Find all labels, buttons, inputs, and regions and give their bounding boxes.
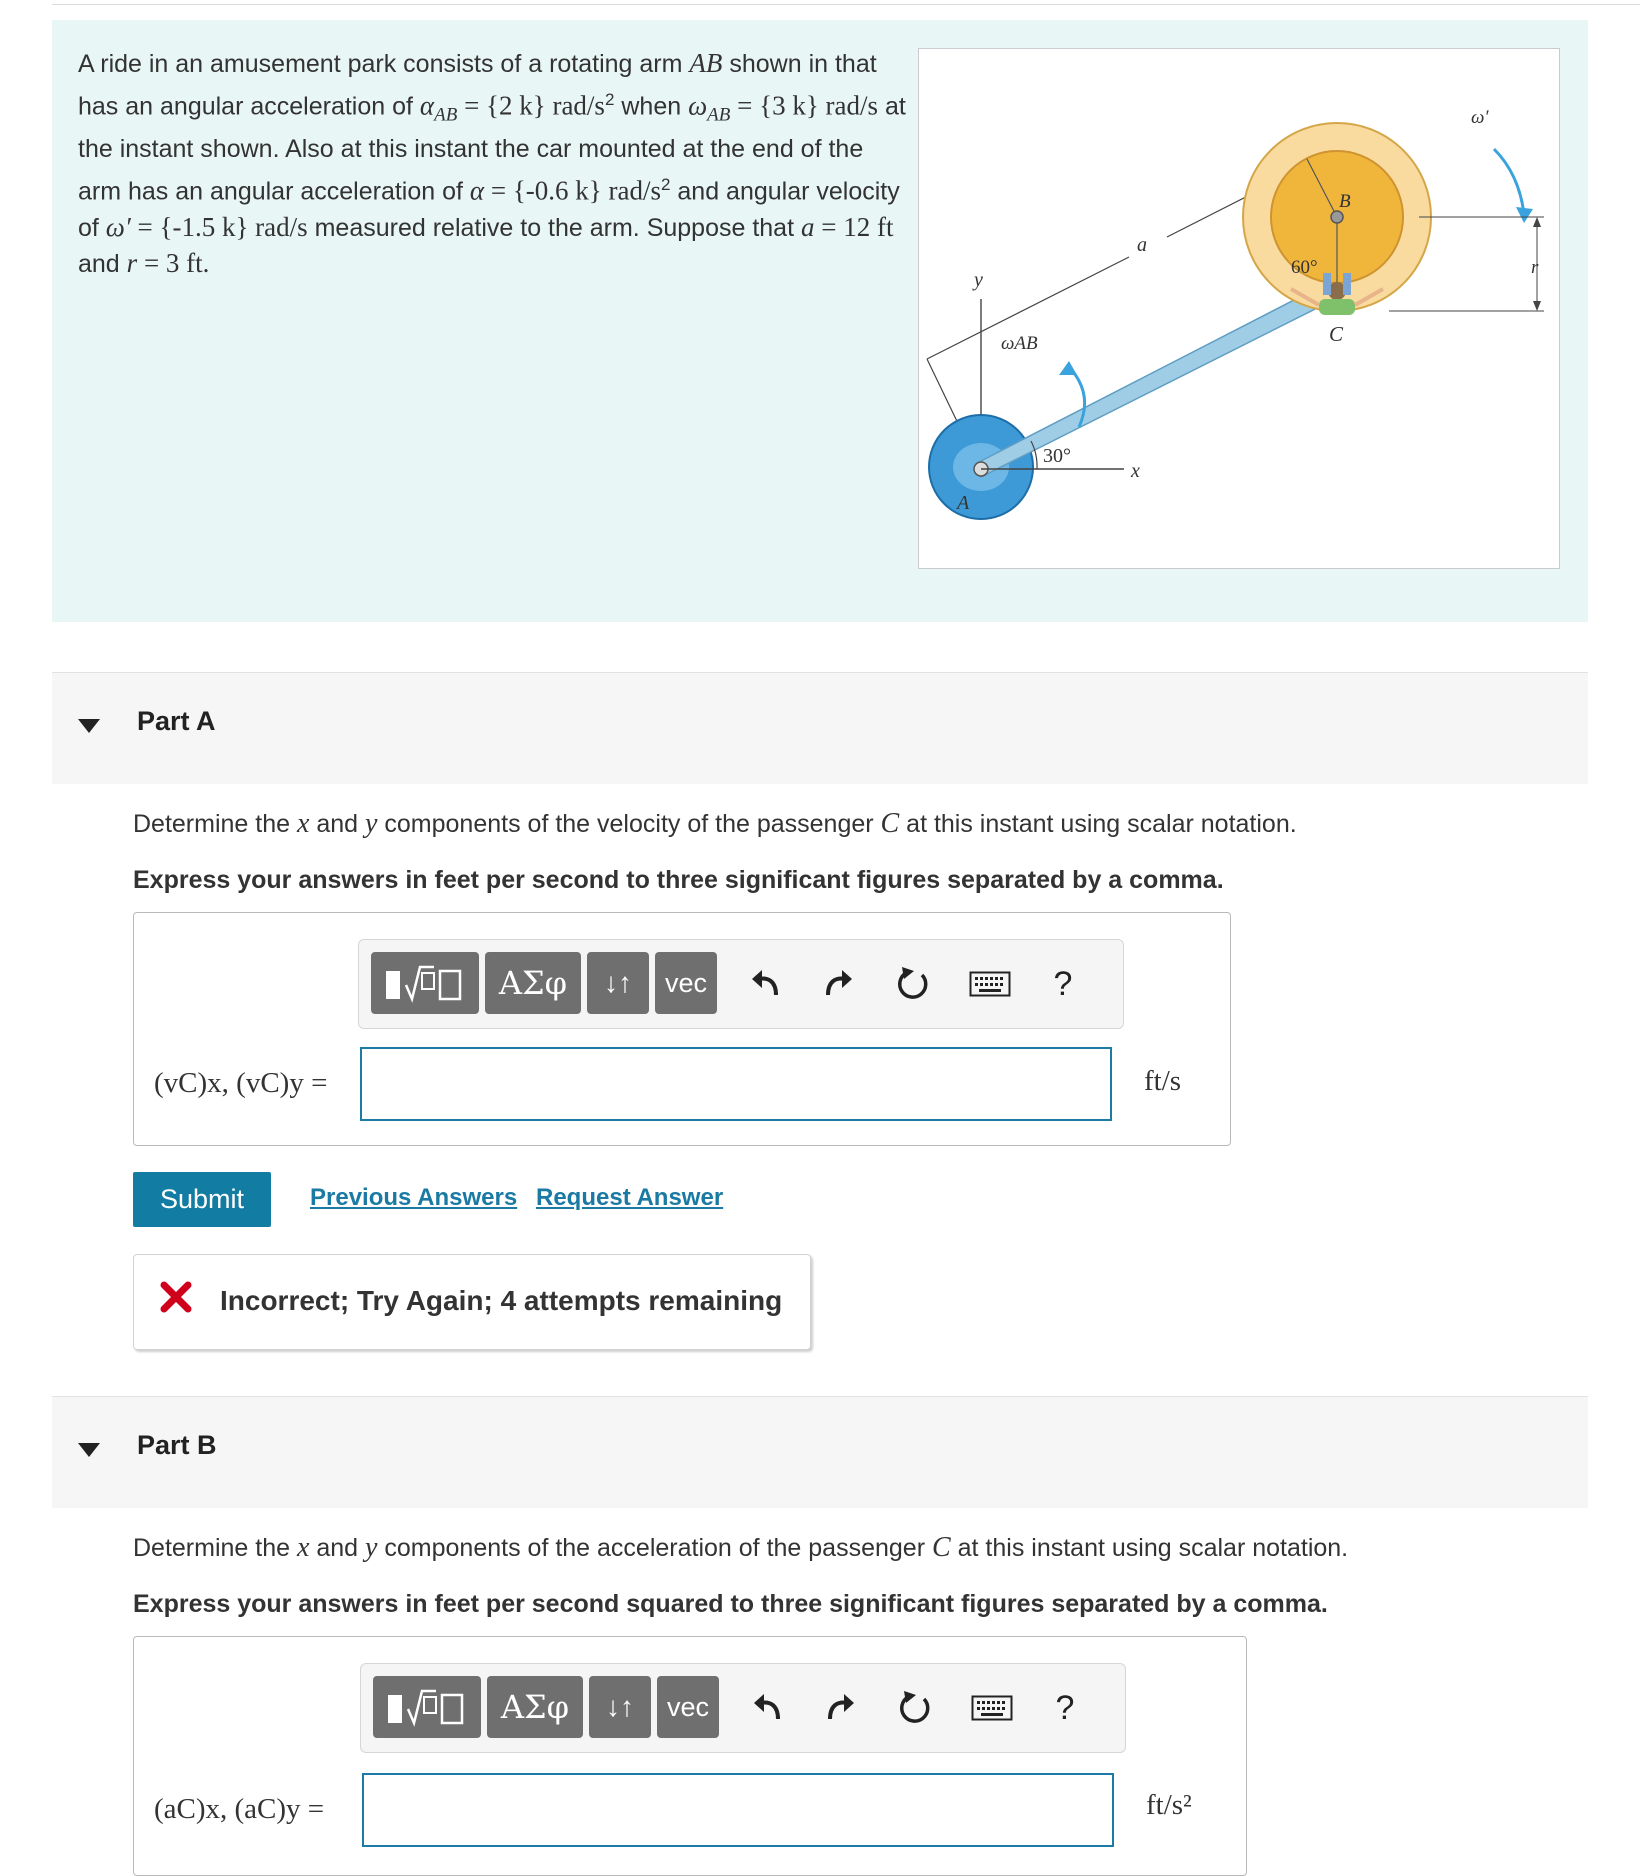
vector-button[interactable]: vec xyxy=(657,1676,719,1738)
keyboard-icon[interactable] xyxy=(967,1686,1017,1730)
part-b-math-toolbar xyxy=(360,1663,1126,1753)
part-a-header[interactable] xyxy=(52,672,1588,784)
label-r: r xyxy=(1531,257,1539,278)
a-value: = 12 ft xyxy=(814,211,894,242)
reset-icon[interactable] xyxy=(893,1686,937,1730)
omega-prime-arrowhead xyxy=(1516,207,1533,223)
part-a-prompt xyxy=(133,808,1297,840)
problem-text-1: A ride in an amusement park consists of a rotating arm xyxy=(78,50,690,78)
problem-text-2: shown in that has an angular acceleration of xyxy=(78,50,877,121)
part-a-answer-input[interactable] xyxy=(360,1047,1112,1121)
subscript-superscript-button[interactable]: ↓↑ xyxy=(589,1676,651,1738)
part-a-prompt-3: components of the velocity of the passenger xyxy=(377,810,881,838)
label-B: B xyxy=(1339,191,1351,212)
omega-ab-sub: AB xyxy=(707,104,731,126)
omega-prime-arc xyxy=(1494,149,1524,214)
label-omega-prime: ω′ xyxy=(1471,107,1489,128)
r-dim-arrow-top xyxy=(1533,217,1541,227)
previous-answers-link[interactable]: Previous Answers xyxy=(310,1184,518,1211)
ride-diagram-svg xyxy=(919,49,1559,568)
part-b-prompt-1: Determine the xyxy=(133,1534,297,1562)
problem-text-4: at the instant shown. Also at this instant the car mounted at the end of the arm has an angular acceleration of xyxy=(78,92,906,206)
label-x: x xyxy=(1131,460,1140,482)
part-a-answer-label: (vC)x, (vC)y = xyxy=(154,1067,328,1099)
problem-text-5: and angular velocity of xyxy=(78,177,900,242)
omega-prime-symbol: ω′ xyxy=(105,211,131,242)
part-b-prompt-2: and xyxy=(309,1534,366,1562)
part-b-answer-box xyxy=(133,1636,1247,1876)
alpha-ab-sub: AB xyxy=(434,104,458,126)
omega-ab-symbol: ω xyxy=(688,90,708,121)
templates-button[interactable] xyxy=(373,1676,481,1738)
greek-symbols-button[interactable]: ΑΣφ xyxy=(487,1676,583,1738)
part-b-y: y xyxy=(365,1532,378,1563)
problem-text-7: and xyxy=(78,249,127,278)
part-b-answer-label: (aC)x, (aC)y = xyxy=(154,1793,325,1825)
part-a-title: Part A xyxy=(137,706,216,736)
r-value: = 3 ft. xyxy=(137,247,210,278)
collapse-triangle-icon[interactable] xyxy=(78,719,100,733)
part-b-unit: ft/s² xyxy=(1146,1789,1192,1821)
passenger-body xyxy=(1319,299,1355,315)
label-y: y xyxy=(974,269,983,291)
part-b-header[interactable] xyxy=(52,1396,1588,1508)
omega-prime-value: = {-1.5 k} rad/s xyxy=(130,211,308,242)
reset-icon[interactable] xyxy=(891,962,935,1006)
undo-icon[interactable] xyxy=(745,1686,789,1730)
alpha-value: = {-0.6 k} rad/s xyxy=(484,175,661,206)
part-a-prompt-4: at this instant using scalar notation. xyxy=(899,810,1297,838)
label-60: 60° xyxy=(1291,257,1318,278)
omega-ab-arrowhead xyxy=(1059,361,1077,375)
problem-text-6: measured relative to the arm. Suppose that xyxy=(307,213,801,242)
r-dim-arrow-bottom xyxy=(1533,301,1541,311)
templates-button[interactable] xyxy=(371,952,479,1014)
part-b-prompt-3: components of the acceleration of the passenger xyxy=(377,1534,932,1562)
feedback-message xyxy=(133,1254,811,1350)
ride-diagram xyxy=(918,48,1560,569)
keyboard-icon[interactable] xyxy=(965,962,1015,1006)
alpha-ab-exp: 2 xyxy=(604,90,615,109)
label-30: 30° xyxy=(1043,445,1071,467)
alpha-ab-symbol: α xyxy=(419,90,435,121)
part-a-math-toolbar xyxy=(358,939,1124,1029)
part-a-prompt-1: Determine the xyxy=(133,810,297,838)
feedback-text: Incorrect; Try Again; 4 attempts remaining xyxy=(220,1285,783,1316)
omega-ab-value: = {3 k} rad/s xyxy=(730,90,879,121)
top-divider xyxy=(52,4,1640,5)
part-a-y: y xyxy=(365,808,378,839)
part-a-c: C xyxy=(880,808,900,839)
subscript-superscript-button[interactable]: ↓↑ xyxy=(587,952,649,1014)
part-a-x: x xyxy=(296,808,310,839)
templates-icon xyxy=(384,1685,470,1729)
help-button[interactable]: ? xyxy=(1053,964,1073,1003)
label-A: A xyxy=(957,492,970,514)
part-b-title: Part B xyxy=(137,1430,217,1460)
label-C: C xyxy=(1329,322,1344,346)
request-answer-link[interactable]: Request Answer xyxy=(536,1184,724,1211)
part-a-answer-box xyxy=(133,912,1231,1146)
templates-icon xyxy=(382,961,468,1005)
var-ab: AB xyxy=(689,48,723,78)
alpha-exp: 2 xyxy=(660,175,671,195)
alpha-symbol: α xyxy=(469,175,485,206)
part-b-x: x xyxy=(296,1532,310,1563)
rotating-arm xyxy=(981,281,1339,477)
help-button[interactable]: ? xyxy=(1055,1688,1075,1727)
label-omega-ab: ωAB xyxy=(1001,333,1038,354)
redo-icon[interactable] xyxy=(819,1686,863,1730)
alpha-ab-value: = {2 k} rad/s xyxy=(457,90,605,121)
r-symbol: r xyxy=(126,247,138,278)
part-b-instruction: Express your answers in feet per second squared to three significant figures separated by a comma. xyxy=(133,1590,1328,1618)
error-x-icon xyxy=(158,1279,194,1315)
part-a-unit: ft/s xyxy=(1144,1065,1182,1097)
undo-icon[interactable] xyxy=(743,962,787,1006)
problem-statement xyxy=(52,20,1588,622)
redo-icon[interactable] xyxy=(817,962,861,1006)
problem-text-3: when xyxy=(614,92,689,121)
part-b-answer-input[interactable] xyxy=(362,1773,1114,1847)
pivot-b xyxy=(1331,211,1343,223)
greek-symbols-button[interactable]: ΑΣφ xyxy=(485,952,581,1014)
collapse-triangle-icon[interactable] xyxy=(78,1443,100,1457)
a-symbol: a xyxy=(800,211,815,242)
problem-text xyxy=(78,46,908,282)
label-a: a xyxy=(1137,234,1147,256)
vector-button[interactable]: vec xyxy=(655,952,717,1014)
passenger-leg-right xyxy=(1343,273,1351,295)
part-b-prompt xyxy=(133,1532,1348,1564)
part-b-prompt-4: at this instant using scalar notation. xyxy=(950,1534,1349,1562)
part-a-instruction: Express your answers in feet per second to three significant figures separated by a comma. xyxy=(133,866,1224,894)
part-a-prompt-2: and xyxy=(309,810,366,838)
submit-button[interactable]: Submit xyxy=(133,1172,271,1227)
passenger-leg-left xyxy=(1323,273,1331,295)
part-b-c: C xyxy=(931,1532,951,1563)
